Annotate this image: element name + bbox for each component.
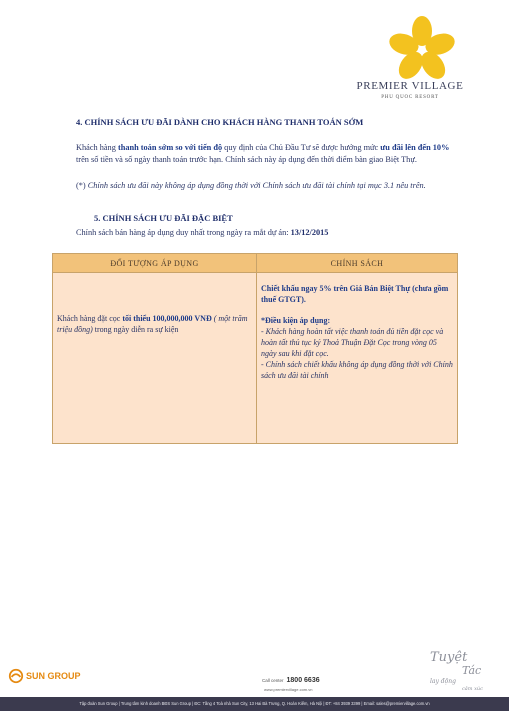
- signature-line-2: Tác: [462, 664, 482, 677]
- section-5-heading: 5. CHÍNH SÁCH ƯU ĐÃI ĐẶC BIỆT: [94, 213, 233, 223]
- section-4-heading: 4. CHÍNH SÁCH ƯU ĐÃI DÀNH CHO KHÁCH HÀNG THANH TOÁN SỚM: [76, 117, 364, 127]
- premier-village-logo-icon: [386, 14, 458, 82]
- table-header-policy: CHÍNH SÁCH: [257, 254, 458, 273]
- table-header-target: ĐỐI TƯỢNG ÁP DỤNG: [53, 254, 257, 273]
- table-cell-target: Khách hàng đặt cọc tối thiểu 100,000,000 VNĐ ( một trăm triệu đồng) trong ngày diễn ra sự kiện: [53, 273, 257, 444]
- website-link[interactable]: www.premiervillage.com.vn: [264, 687, 313, 692]
- signature-line-3: lay động: [430, 678, 456, 685]
- section-4-note: (*) Chính sách ưu đãi này không áp dụng đồng thời với Chính sách ưu đãi tài chính tại mục 3.1 nêu trên.: [76, 181, 426, 190]
- section-5-intro: Chính sách bán hàng áp dụng duy nhất trong ngày ra mắt dự án: 13/12/2015: [76, 228, 329, 237]
- policy-condition-1: - Khách hàng hoàn tất việc thanh toán đủ tiền đặt cọc và hoàn tất thủ tục ký Thoả Thuận Đặt Cọc trong vòng 05 ngày sau khi đặt cọc.: [261, 327, 444, 358]
- policy-condition-2: - Chính sách chiết khấu không áp dụng đồng thời với Chính sách ưu đãi tài chính: [261, 360, 453, 380]
- policy-discount-text: Chiết khấu ngay 5% trên Giá Bán Biệt Thự (chưa gồm thuế GTGT).: [261, 284, 449, 304]
- footer-address-bar: Tập đoàn Sun Group | Trung tâm kinh doanh BĐS Sun Group | ĐC: Tầng 4 Toà nhà Sun City, 13 Hai Bà Trưng, Q. Hoàn Kiếm, Hà Nội | ĐT: +84 3939 3399 | Email: sales@premiervillage.com.vn: [0, 697, 509, 711]
- signature-line-4: cảm xúc: [462, 686, 483, 692]
- table-cell-policy: [257, 273, 458, 444]
- sun-group-logo-icon: [8, 668, 24, 684]
- policy-conditions-heading: *Điều kiện áp dụng:: [261, 316, 331, 325]
- brand-subtitle: PHU QUOC RESORT: [381, 95, 439, 100]
- signature-line-1: Tuyệt: [430, 650, 468, 665]
- policy-table: [52, 253, 458, 444]
- sun-group-name: SUN GROUP: [26, 671, 81, 681]
- table-row: [53, 273, 458, 444]
- brand-title: PREMIER VILLAGE: [356, 80, 464, 92]
- table-header-row: [53, 254, 458, 273]
- section-4-paragraph: Khách hàng thanh toán sớm so với tiến độ quy định của Chủ Đầu Tư sẽ được hưởng mức ưu đãi lên đến 10% trên số tiền và số ngày thanh toán trước hạn. Chính sách này áp dụng đến thời điểm bàn giao Biệt Thự.: [76, 143, 450, 164]
- call-center: Call center 1800 6636: [262, 677, 320, 684]
